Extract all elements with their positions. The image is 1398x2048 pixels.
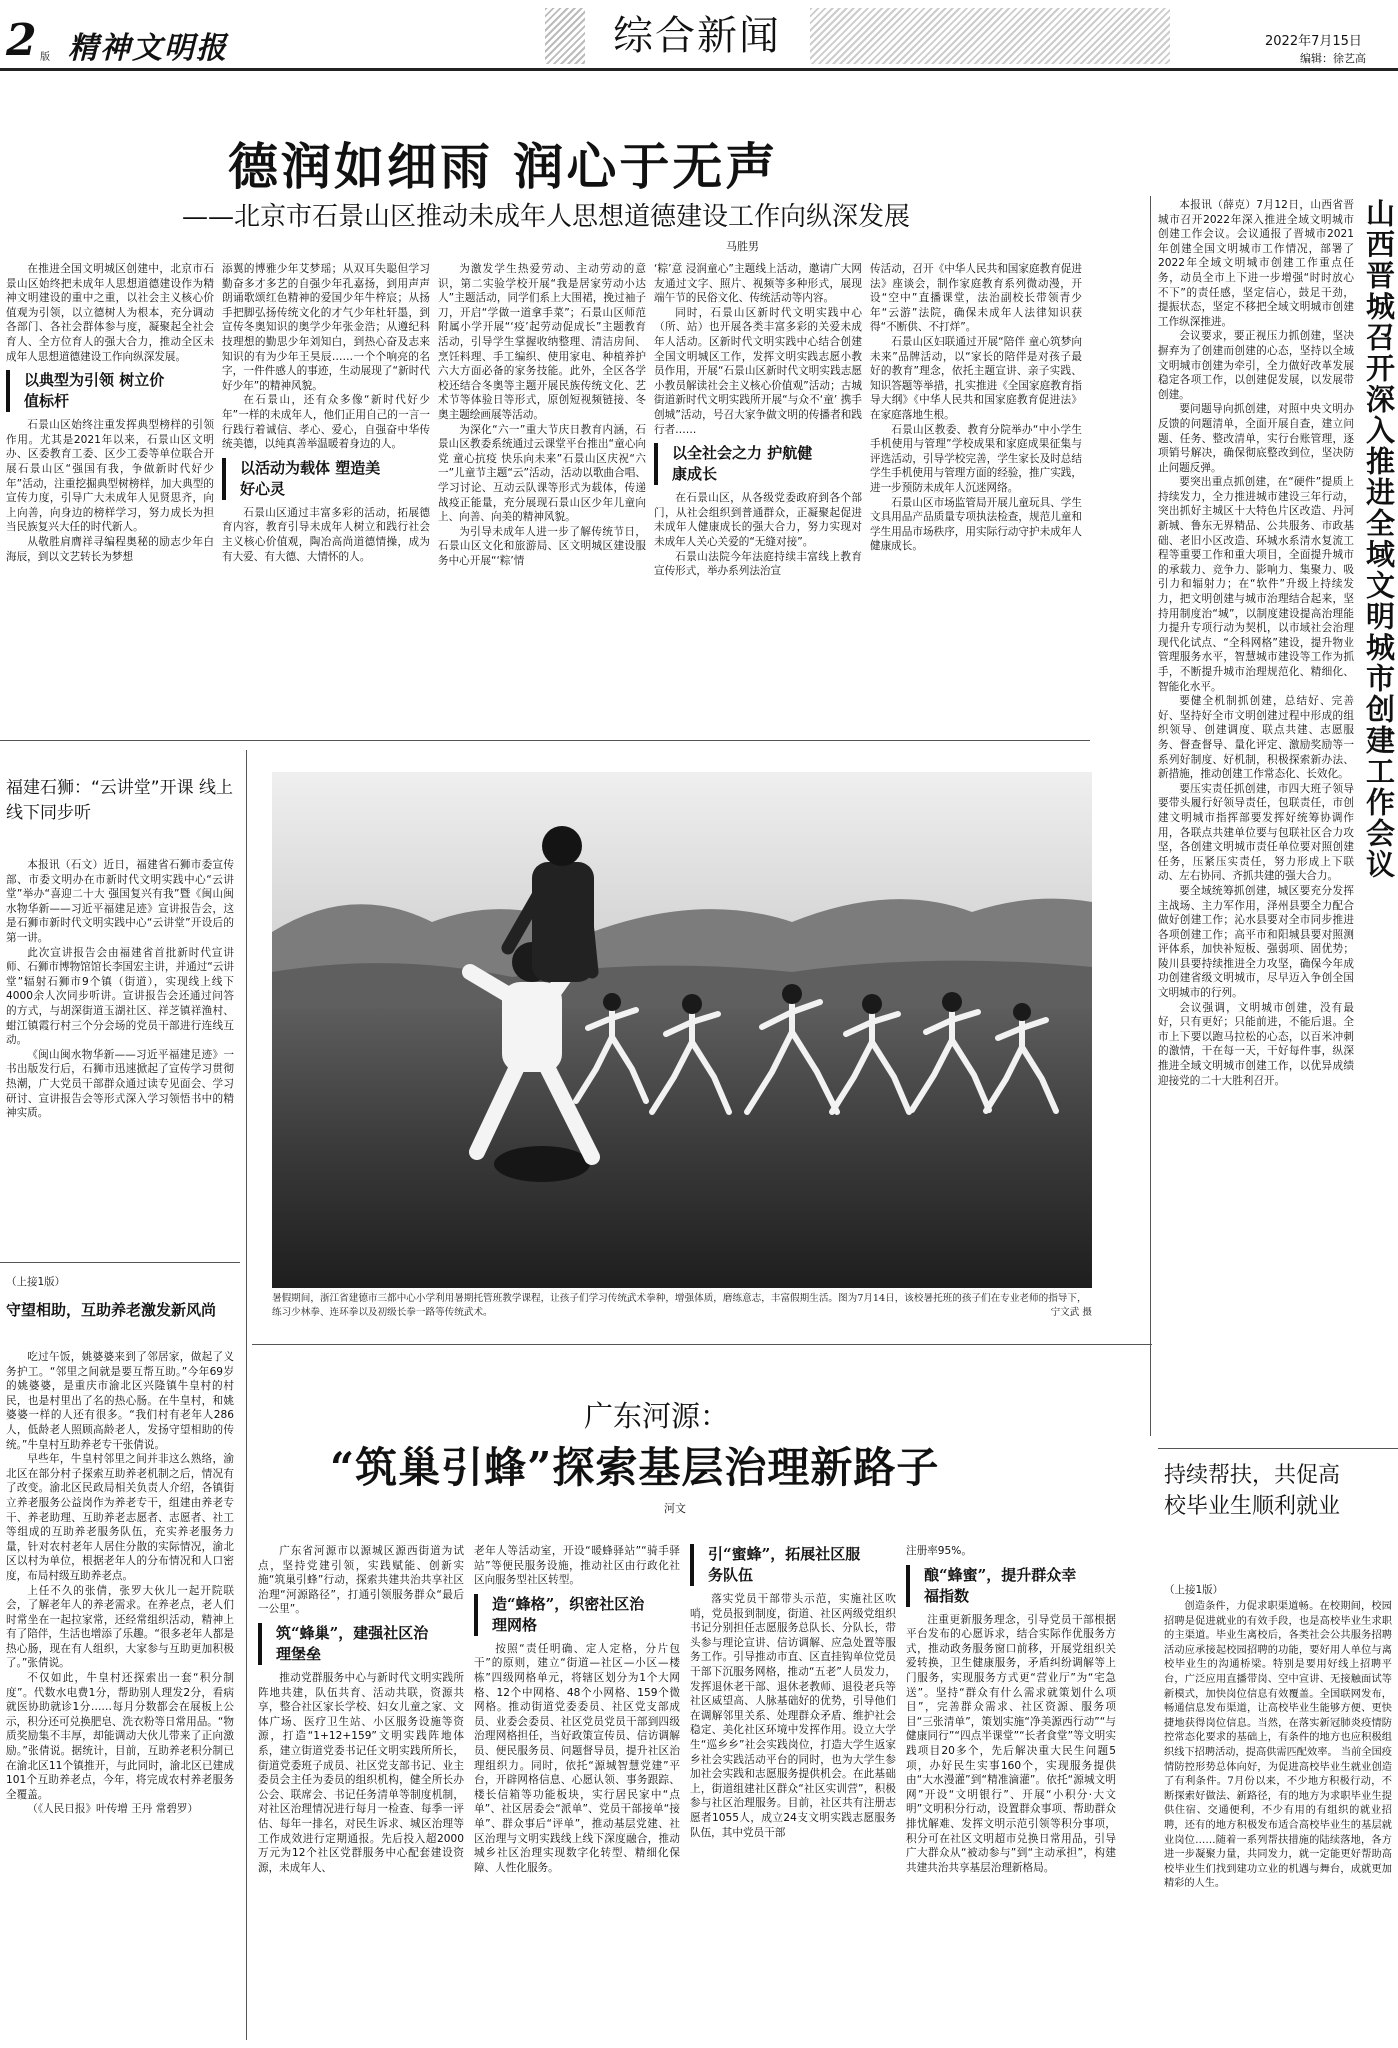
paragraph: 《闽山闽水物华新——习近平福建足迹》一书出版发行后，石狮市迅速掀起了宣传学习贯彻热潮，广大党员干部群众通过读专见面会、学习研讨、宣讲报告会等形式深入学习领悟书中的精神实质。 xyxy=(6,1048,234,1120)
paragraph: 传活动，召开《中华人民共和国家庭教育促进法》座谈会，制作家庭教育系列微动漫，开设“空中”直播课堂，法治副校长带领青少年“云游”法院，确保未成年人法律知识获得“不断供、不打烊”。 xyxy=(870,263,1082,334)
masthead-band-left xyxy=(545,8,585,64)
masthead-band-right xyxy=(810,8,1170,64)
paragraph: ‘粽’意 浸润童心”主题线上活动，邀请广大网友通过文字、照片、视频等多种形式，展现端午节的民俗文化、传统活动等内容。 xyxy=(654,263,862,305)
left-section-divider xyxy=(0,1262,240,1263)
photo-caption xyxy=(272,1292,1092,1320)
masthead xyxy=(0,0,1398,72)
page-number: 2 xyxy=(6,15,37,66)
subheading-honey: 酿“蜂蜜”，提升群众幸福指数 xyxy=(906,1565,1084,1607)
paragraph: 按照“责任明确、定人定格，分片包干”的原则，建立“街道—社区—小区—楼栋”四级网格单元，将辖区划分为1个大网格、12个中网格、48个小网格、159个微网格。推动街道党委委员、社区党支部成员、业委会委员、社区党员党员干部到四级治理网格担任，当好政策宣传员、信访调解员、便民服务员、问题督导员，提升社区治理组织力。同时，依托“源城智慧党建”平台，开辟网格信息、心愿认领、事务跟踪、楼长信箱等功能板块，实行居民家中“点单”、社区居委会“派单”、党员干部接单“接单”、群众事后“评单”，推动基层党建、社区治理与文明实践线上线下深度融合，推动城乡社区治理实现数字化转型、精细化保障、人性化服务。 xyxy=(474,1642,680,1874)
guangdong-byline: 河文 xyxy=(664,1502,686,1515)
paragraph: 要压实责任抓创建，市四大班子领导要带头履行好领导责任，包联责任，市创建文明城市指挥部要发挥好统筹协调作用，各联点共建单位要与包联社区合力攻坚，各创建文明城市责任单位要对照创建任务，压紧压实责任，努力形成上下联动、左右协同、齐抓共建的强大合力。 xyxy=(1158,782,1354,883)
photo-illustration xyxy=(272,772,1092,1288)
left-headline-mutual-aid: 守望相助，互助养老激发新风尚 xyxy=(6,1301,217,1319)
column-divider xyxy=(1150,196,1151,1436)
caption-text: 暑假期间，浙江省建德市三都中心小学利用暑期托管班教学课程，让孩子们学习传统武术拳种，增强体质，磨练意志，丰富假期生活。图为7月14日，该校暑托班的孩子们在专业老师的指导下，练习少林拳、连环拳以及初级长拳一路等传统武术。 xyxy=(272,1293,1087,1318)
paragraph: 本报讯（石文）近日，福建省石狮市委宣传部、市委文明办在市新时代文明实践中心“云讲堂”举办“喜迎二十大 强国复兴有我”暨《闽山闽水物华新——习近平福建足迹》宣讲报告会，这是石狮市新时代文明实践中心“云讲堂”开设后的第一讲。 xyxy=(6,859,234,944)
main-subtitle: ——北京市石景山区推动未成年人思想道德建设工作向纵深发展 xyxy=(182,202,911,232)
paragraph: 石景山区始终注重发挥典型榜样的引领作用。尤其是2021年以来，石景山区文明办、区委教育工委、区少工委等单位联合开展石景山区“强国有我，争做新时代好少年”活动，注重挖掘典型树榜样，加大典型的宣传力度，引导广大未成年人见贤思齐，向上向善，向身边的榜样学习，努力成长为担当民族复兴大任的时代新人。 xyxy=(6,419,214,534)
paragraph: 在石景山，还有众多像“新时代好少年”一样的未成年人，他们正用自己的一言一行践行着诚信、孝心、爱心，自强奋中华传统美德，以纯真善举温暖着身边的人。 xyxy=(222,394,430,451)
photo-credit: 宁文武 摄 xyxy=(1050,1307,1092,1318)
left-article2-body xyxy=(6,1350,234,2044)
guangdong-col-3 xyxy=(690,1544,896,2044)
left-column-divider xyxy=(246,750,247,2040)
paragraph: （《人民日报》叶传增 王丹 常碧罗） xyxy=(27,1803,199,1816)
subheading-hive: 筑“蜂巢”，建强社区治理堡垒 xyxy=(258,1623,436,1665)
paragraph: 要突出重点抓创建，在“硬件”提质上持续发力，全力推进城市建设三年行动，突出抓好主城区十大特色片区改造、丹河新城、鲁东无界精品、公共服务、市政基础、老旧小区改造、环城水系清水复流工程等重要工作和重大项目，全面提升城市的承载力、竞争力、影响力、集聚力、吸引力和辐射力；在“软件”升级上持续发力，把文明创建与城市治理结合起来，坚持用制度治“城”，以制度建设提高治理能力提升专项行动为契机，以市域社会治理现代化试点、“全科网格”建设，提升物业管理服务水平，智慧城市建设等工作为抓手，不断提升城市治理规范化、精细化、智能化水平。 xyxy=(1158,476,1354,693)
guangdong-col-2 xyxy=(474,1544,680,2044)
main-col-3 xyxy=(438,262,646,728)
paragraph: 老年人等活动室，开设“暖蜂驿站”“骑手驿站”等便民服务设施，推动社区由行政化社区向服务型社区转型。 xyxy=(474,1545,680,1587)
paragraph: 注册率95%。 xyxy=(906,1545,972,1557)
paragraph: 石景山区通过丰富多彩的活动，拓展德育内容，教育引导未成年人树立和践行社会主义核心价值观，陶冶高尚道德情操，成为有大爱、有大德、大情怀的人。 xyxy=(222,506,430,563)
section-divider xyxy=(0,740,1090,741)
guangdong-headline: “筑巢引蜂”探索基层治理新路子 xyxy=(330,1443,940,1492)
subheading-activities: 以活动为载体 塑造美好心灵 xyxy=(222,458,390,500)
paragraph: 要问题导向抓创建，对照中央文明办反馈的问题清单，全面开展自查，建立问题、任务、整改清单，实行台账管理，逐项销号解决，确保彻底整改到位，坚决防止问题反弹。 xyxy=(1158,403,1354,474)
paragraph: 推动党群服务中心与新时代文明实践所阵地共建，队伍共育、活动共联，资源共享，整合社区家长学校、妇女儿童之家、文体广场、医疗卫生站、小区服务设施等资源，打造“1+12+159”文明实践阵地体系，建立街道党委书记任文明实践所所长，街道党委班子成员、社区党支部书记、业主委员会主任为委员的组织机构，健全所长办公会、联席会、书记任务清单等制度机制，对社区治理情况进行每月一检查、每季一评估、每年一排名，对民生诉求、城区治理等工作成效进行定期通报。先后投入超2000万元为12个社区党群服务中心配套建设资源，未成年人、 xyxy=(258,1671,464,1874)
paragraph: 石景山法院今年法庭持续丰富线上教育宣传形式，举办系列法治宣 xyxy=(654,550,862,578)
paragraph: 要健全机制抓创建，总结好、完善好、坚持好全市文明创建过程中形成的组织领导、创建调度、联点共建、志愿服务、督查督导、量化评定、激励奖励等一系列好制度、好机制，积极探索新办法、新措施，推动创建工作常态化、长效化。 xyxy=(1158,695,1354,781)
issue-date: 2022年7月15日 xyxy=(1265,34,1362,49)
main-col-5 xyxy=(870,262,1082,728)
main-col-1 xyxy=(6,262,214,728)
paragraph: 此次宣讲报告会由福建省首批新时代宣讲师、石狮市博物馆馆长李国宏主讲，并通过“云讲堂”辐射石狮市9个镇（街道），实现线上线下4000余人次同步听讲。宣讲报告会还通过问答的方式，与胡深街道玉湖社区、祥芝镇祥渔村、蚶江镇霞行村三个分会场的党员干部进行连线互动。 xyxy=(6,946,234,1047)
paragraph: 石景山区市场监管局开展儿童玩具、学生文具用品产品质量专项执法检查，规范儿童和学生用品市场秩序，用实际行动守护未成年人健康成长。 xyxy=(870,496,1082,553)
section-divider-guangdong xyxy=(252,1344,1152,1345)
paragraph: 从敬胜肩膺祥寻编程奥秘的励志少年白海辰，到以文艺转长为梦想 xyxy=(6,535,214,563)
paragraph: 广东省河源市以源城区源西街道为试点，坚持党建引领，实践赋能、创新实施“筑巢引蜂”行动，探索共建共治共享社区治理“河源路径”，打通引领服务群众“最后一公里”。 xyxy=(258,1545,464,1616)
employment-body xyxy=(1164,1600,1392,2046)
paragraph: 创造条件，力促求职渠道畅。在校期间，校园招聘是促进就业的有效手段，也是高校毕业生求职的主渠道。毕业生离校后，各类社会公共服务招聘活动应承接起校园招聘的功能，要好用人单位与离校毕业生的沟通桥梁。特别是要用好线上招聘平台，广泛应用直播带岗、空中宣讲、无接触面试等新模式，加快岗位信息有效覆盖。全国联网发布，畅通信息发布渠道，让高校毕业生能够方便、更快捷地获得岗位信息。当然，在落实新冠肺炎疫情防控常态化要求的基础上，有条件的地方也应积极组织线下招聘活动，提高供需匹配效率。 当前全国疫情防控形势总体向好，为促进高校毕业生就业创造了有利条件。7月份以来，不少地方积极行动，不断探索好做法、新路径，有的地方为求职毕业生提供住宿、交通便利，不少有用的有组织的就业招聘，还有的地方积极发布适合高校毕业生的基层就业岗位……随着一系列帮扶措施的陆续落地，各方进一步凝聚力量，共同发力，就一定能更好帮助高校毕业生们找到建功立业的机遇与舞台，成就更加精彩的人生。 xyxy=(1164,1601,1392,1890)
right-article-body xyxy=(1158,198,1354,1438)
main-col-4 xyxy=(654,262,862,728)
paragraph: 在石景山区，从各级党委政府到各个部门，从社会组织到普通群众，正凝聚起促进未成年人健康成长的强大合力，努力实现对未成年人关心关爱的“无缝对接”。 xyxy=(654,492,862,548)
employment-continued-note: （上接1版） xyxy=(1164,1584,1224,1596)
paragraph: 为深化“六一”重大节庆日教育内涵，石景山区教委系统通过云课堂平台推出“童心向党 童心抗疫 快乐向未来”石景山区庆祝“六一”儿童节主题“云”活动，活动以歌曲合唱、学习讨论、互动云队课等形式为载体，传递战疫正能量，充分展现石景山区少年儿童向上、向善、向美的精神风貌。 xyxy=(438,423,646,524)
paragraph: 为激发学生热爱劳动、主动劳动的意识，第二实验学校开展“我是居家劳动小达人”主题活动，同学们系上大围裙，挽过袖子刀，开启“学做一道拿手菜”；石景山区师范附属小学开展“‘疫’起劳动促成长”主题教育活动，引导学生掌握收纳整理、清洁房间、烹饪料理、手工编织、使用家电、种植养护六大方面必备的家务技能。此外，全区各学校还结合冬奥等主题开展民族传统文化、艺术节等体验日等形式，原创短视频链接、冬奥主题绘画展等活动。 xyxy=(438,263,646,421)
subheading-grid: 造“蜂格”，织密社区治理网格 xyxy=(474,1594,652,1636)
martial-arts-photo xyxy=(272,772,1092,1288)
paragraph: 上任不久的张倩，张罗大伙儿一起开院联会，了解老年人的养老需求。在养老点，老人们时常坐在一起拉家常，还经常组织活动，精神上有了陪伴，生活也增添了乐趣。“很多老年人都是热心肠，现在有人组织，大家参与互助更加积极了。”张倩说。 xyxy=(6,1584,234,1670)
main-byline: 马胜男 xyxy=(726,240,759,253)
paragraph: 为引导未成年人进一步了解传统节日，石景山区文化和旅游局、区文明城区建设服务中心开展“‘粽’情 xyxy=(438,525,646,567)
paragraph: 石景山区妇联通过开展“陪伴 童心筑梦向未来”品牌活动，以“家长的陪伴是对孩子最好的教育”理念，依托主题宣讲、亲子实践、知识答题等举措，扎实推进《全国家庭教育指导大纲》《中华人民共和国家庭教育促进法》在家庭落地生根。 xyxy=(870,335,1082,421)
subheading-bees: 引“蜜蜂”，拓展社区服务队伍 xyxy=(690,1544,868,1586)
page-editor: 编辑：徐艺高 xyxy=(1300,52,1366,65)
main-col-2 xyxy=(222,262,430,728)
guangdong-kicker: 广东河源： xyxy=(584,1399,730,1433)
guangdong-col-1 xyxy=(258,1544,464,2044)
employment-headline: 持续帮扶，共促高校毕业生顺利就业 xyxy=(1164,1463,1341,1519)
right-section-divider xyxy=(1158,1448,1398,1449)
left-headline-fujian: 福建石狮：“云讲堂”开课 线上线下同步听 xyxy=(6,778,234,823)
subheading-society: 以全社会之力 护航健康成长 xyxy=(654,443,822,485)
paragraph: 落实党员干部带头示范，实施社区吹哨，党员报到制度，街道、社区两级党组织书记分别担任志愿服务总队长、分队长，带头参与理论宣讲、信访调解、应急处置等服务工作。引导推动市直、区直挂钩单位党员干部下沉服务网格，推动“五老”人员发力，发挥退休老干部、退休老教师、退役老兵等社区威望高、人脉基础好的优势，引导他们在调解邻里关系、处理群众矛盾、维护社会稳定、美化社区环境中发挥作用。设立大学生“巡乡乡”社会实践岗位，打造大学生返家乡社会实践活动平台的同时，也为大学生参加社会实践和志愿服务提供机会。在此基础上，街道组建社区群众“社区实训营”，积极参与社区治理服务。目前，社区共有注册志愿者1055人，成立24支文明实践志愿服务队伍，其中党员干部 xyxy=(690,1593,896,1839)
paragraph: 不仅如此，牛皇村还探索出一套“积分制度”。代数水电费1分，帮助别人理发2分，看病就医协助就诊1分……每月分数都会在展板上公示，积分还可兑换肥皂、洗衣粉等日常用品。“物质奖励集不丰厚，却能调动大伙儿带来了正向激励。”张倩说。据统计，目前，互助养老积分制已在渝北区11个镇推开，与此同时，渝北区已建成101个互助养老点，今年，将完成农村养老服务全覆盖。 xyxy=(6,1672,234,1801)
paragraph: 早些年，牛皇村邻里之间并非这么熟络，渝北区在部分村子探索互助养老机制之后，情况有了改变。渝北区民政局相关负责人介绍，各镇街立养老服务公益岗作为养老专干，组建由养老专干、养老助理、互助养老志愿者、志愿者、社工等组成的互助养老服务队伍，充实养老服务力量，针对农村老年人居住分散的实际情况，渝北区以村为单位，根据老年人的分布情况和人口密度，布局村级互助养老点。 xyxy=(6,1453,234,1582)
paper-name: 精神文明报 xyxy=(68,31,228,66)
guangdong-col-4 xyxy=(906,1544,1116,2044)
main-headline: 德润如细雨 润心于无声 xyxy=(228,137,779,196)
continued-note: （上接1版） xyxy=(6,1276,66,1288)
paragraph: 会议要求，要正视压力抓创建，坚决摒弃为了创建而创建的心态，坚持以全域文明城市创建为牵引，全力做好改革发展稳定各项工作，以创建促发展，以发展带创建。 xyxy=(1158,330,1354,401)
paragraph: 同时，石景山区新时代文明实践中心（所、站）也开展各类丰富多彩的关爱未成年人活动。区新时代文明实践中心结合创建全国文明城区工作，发挥文明实践志愿小教员作用，开展“石景山区新时代文明实践志愿小教员解读社会主义核心价值观”活动；古城街道新时代文明实践所开展“与众不‘童’ 携手创城”活动，号召大家争做文明的传播者和践行者…… xyxy=(654,306,862,436)
paragraph: 会议强调，文明城市创建，没有最好，只有更好；只能前进，不能后退。全市上下要以跑马拉松的心态，以百米冲刺的激情，干在每一天，干好每件事，纵深推进全域文明城市创建工作，以优异成绩迎接党的二十大胜利召开。 xyxy=(1158,1001,1354,1087)
subheading-role-models: 以典型为引领 树立价值标杆 xyxy=(6,370,174,412)
paragraph: 要全域统筹抓创建，城区要充分发挥主战场、主力军作用，泽州县要全力配合做好创建工作；沁水县要对全市同步推进各项创建工作；高平市和阳城县要对照测评体系，加快补短板、强弱项、固优势；陵川县要持续推进全力攻坚，确保今年成功创建省级文明城市，尽早迈入争创全国文明城市的行列。 xyxy=(1158,884,1354,1000)
right-headline-vertical: 山西晋城召开深入推进全域文明城市创建工作会议 xyxy=(1362,198,1396,880)
section-title: 综合新闻 xyxy=(592,8,802,64)
masthead-underline xyxy=(0,68,1398,71)
paragraph: 添翼的博雅少年艾梦瑶；从双耳失聪但学习勤奋多才多艺的自强少年孔嘉扬，到用声声朗诵歌颂红色精神的爱国少年牛梓宸；从扬手把脚弘扬传统文化的才气少年杜轩墨，到宣传冬奥知识的奥学少年张金浩；从遵纪科技理想的勤思少年刘知白，到热心奋及志来知识的有为少年王昊辰……一个个响亮的名字，一件件感人的事迹，生动展现了“新时代好少年”的精神风貌。 xyxy=(222,263,430,392)
paragraph: 石景山区教委、教育分院举办“中小学生手机使用与管理”学校成果和家庭成果征集与评选活动，引导学校完善，学生家长及时总结学生手机使用与管理方面的经验，推广实践，进一步预防未成年人沉迷网络。 xyxy=(870,423,1082,494)
page-number-suffix: 版 xyxy=(40,52,50,63)
paragraph: 在推进全国文明城区创建中，北京市石景山区始终把未成年人思想道德建设作为精神文明建设的重中之重，以社会主义核心价值观为引领，以立德树人为根本，充分调动各部门、各社会群体参与度，凝聚起全社会育人、全方位育人的强大合力，推动全区未成年人思想道德建设工作向纵深发展。 xyxy=(6,263,214,363)
paragraph: 本报讯（薛克）7月12日，山西省晋城市召开2022年深入推进全域文明城市创建工作会议。会议通报了晋城市2021年创建全国文明城市工作情况，部署了2022年全域文明城市创建工作重点任务，动员全市上下进一步增强“时时放心不下”的责任感，坚定信心，鼓足干劲，提振状态，坚定不移把全域文明城市创建工作纵深推进。 xyxy=(1158,199,1354,328)
left-article1-body xyxy=(6,858,234,1268)
paragraph: 注重更新服务理念，引导党员干部根据平台发布的心愿诉求，结合实际作优服务方式，推动政务服务窗口前移，开展党组织关爱转换，卫生健康服务，矛盾纠纷调解等上门服务，实现服务方式更“营业厅”为“宅急送”。坚持“群众有什么需求就策划什么项目”，完善群众需求、社区资源、服务项目“三张清单”，策划实施“净美源西行动”“与健康同行”“四点半课堂”“长者食堂”等文明实践项目20多个，先后解决重大民生问题5项，办好民生实事160个，实现服务提供由“大水漫灌”到“精准滴灌”。依托“源城文明网”开设“文明银行”、开展“小积分·大文明”文明积分行动，设置群众事项、帮助群众排忧解难、发挥文明示范引领等积分事项，积分可在社区文明超市兑换日常用品，引导广大群众从“被动参与”到“主动承担”，构建共建共治共享基层治理新格局。 xyxy=(906,1613,1116,1874)
paragraph: 吃过午饭，姚婆婆来到了邻居家，做起了义务护工。“邻里之间就是要互帮互助。”今年69岁的姚婆婆，是重庆市渝北区兴隆镇牛皇村的村民，也是村里出了名的热心肠。在牛皇村，和姚婆婆一样的人还有很多。“我们村有老年人286人，低龄老人照顾高龄老人，发扬守望相助的传统。”牛皇村互助养老专干张倩说。 xyxy=(6,1351,234,1451)
